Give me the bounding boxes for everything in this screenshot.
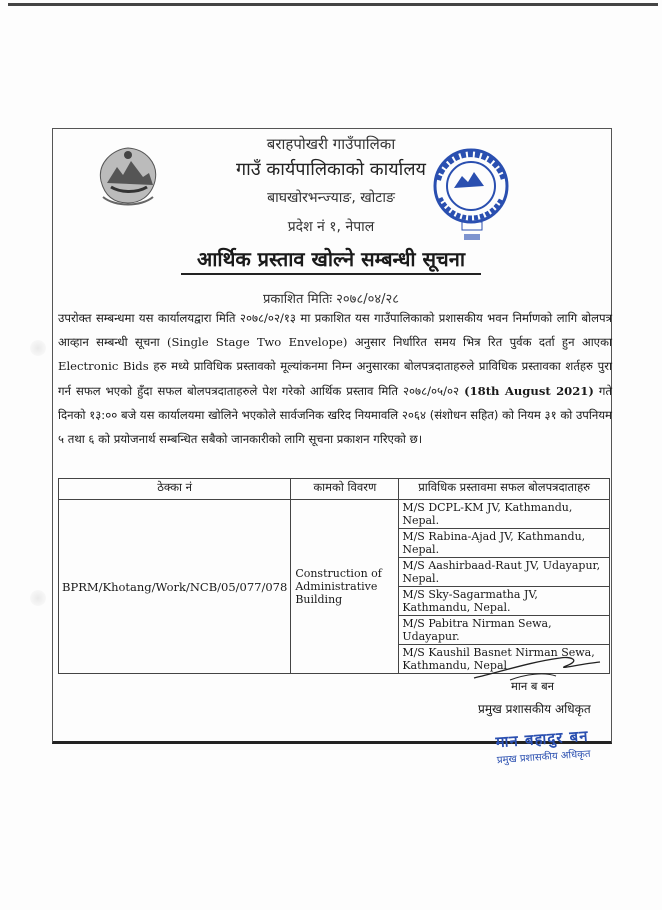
signatory-designation: प्रमुख प्रशासकीय अधिकृत xyxy=(478,702,591,716)
body-date-en: (18th August 2021) xyxy=(464,383,594,398)
province-line: प्रदेश नं १, नेपाल xyxy=(287,219,375,235)
title-underline xyxy=(181,273,481,275)
bidder-cell: M/S Kaushil Basnet Nirman Sewa, Kathmandu, Nepal xyxy=(399,645,610,674)
signatory-name: मान ब बन xyxy=(511,679,555,693)
bidder-cell: M/S Sky-Sagarmatha JV, Kathmandu, Nepal. xyxy=(399,587,610,616)
notice-body xyxy=(58,306,612,451)
body-text-en: Electronic Bids xyxy=(58,359,149,374)
header-contract-no: ठेक्का नं xyxy=(59,479,291,500)
name-stamp xyxy=(495,726,591,766)
body-text-en: (Single Stage Two Envelope) xyxy=(166,335,348,350)
bidder-cell: M/S DCPL-KM JV, Kathmandu, Nepal. xyxy=(399,500,610,529)
work-description: Construction of Administrative Building xyxy=(291,500,399,674)
bidders-table xyxy=(58,478,610,674)
bidder-cell: M/S Pabitra Nirman Sewa, Udayapur. xyxy=(399,616,610,645)
header-work: कामको विवरण xyxy=(291,479,399,500)
office-address: बाघखोरभन्ज्याङ, खोटाङ xyxy=(267,190,395,206)
body-text: उपरोक्त सम्बन्धमा यस कार्यालयद्वारा मिति २०७८/०२/१३ मा प्रकाशित यस गाउँपालिकाको प्रशासकीय भवन निर्माणको लागि बोलपत्र आव्हान सम्बन्धी सूचना xyxy=(58,311,612,350)
punch-hole xyxy=(30,590,46,606)
contract-number: BPRM/Khotang/Work/NCB/05/077/078 xyxy=(59,500,291,674)
published-date: प्रकाशित मितिः २०७८/०४/२८ xyxy=(262,292,399,307)
stamp-designation: प्रमुख प्रशासकीय अधिकृत xyxy=(496,748,591,767)
bidder-cell: M/S Aashirbaad-Raut JV, Udayapur, Nepal. xyxy=(399,558,610,587)
punch-hole xyxy=(30,340,46,356)
page-top-edge xyxy=(8,3,658,6)
bidder-cell: M/S Rabina-Ajad JV, Kathmandu, Nepal. xyxy=(399,529,610,558)
stamp-name: मान बहादुर बन xyxy=(494,726,590,752)
table-header-row xyxy=(59,479,610,500)
notice-title: आर्थिक प्रस्ताव खोल्ने सम्बन्धी सूचना xyxy=(196,247,466,271)
office-name: गाउँ कार्यपालिकाको कार्यालय xyxy=(236,159,426,180)
body-text: हरु मध्ये प्राविधिक प्रस्तावको मूल्यांकनमा निम्न अनुसारका बोलपत्रदाताहरुले प्राविधिक प्रस्तावका शर्तहरु पुरा गर्न सफल भएको हुँदा सफल बोलपत्रदाताहरुले पेश गरेको आर्थिक प्रस्ताव मिति २०७८/०५/०२ xyxy=(58,359,612,398)
table-row xyxy=(59,500,610,529)
municipality-name: बराहपोखरी गाउँपालिका xyxy=(266,135,396,153)
body-text: गते दिनको १३:०० बजे यस कार्यालयमा खोलिने भएकोले सार्वजनिक खरिद नियमावलि २०६४ (संशोधन सहित) को नियम ३१ को उपनियम ५ तथा ६ को प्रयोजनार्थ सम्बन्धित सबैको जानकारीको लागि सूचना प्रकाशन गरिएको छ। xyxy=(58,383,613,447)
header-bidders: प्राविधिक प्रस्तावमा सफल बोलपत्रदाताहरु xyxy=(399,479,610,500)
body-text: अनुसार निर्धारित समय भित्र रित पुर्वक दर्ता हुन आएका xyxy=(347,335,613,350)
